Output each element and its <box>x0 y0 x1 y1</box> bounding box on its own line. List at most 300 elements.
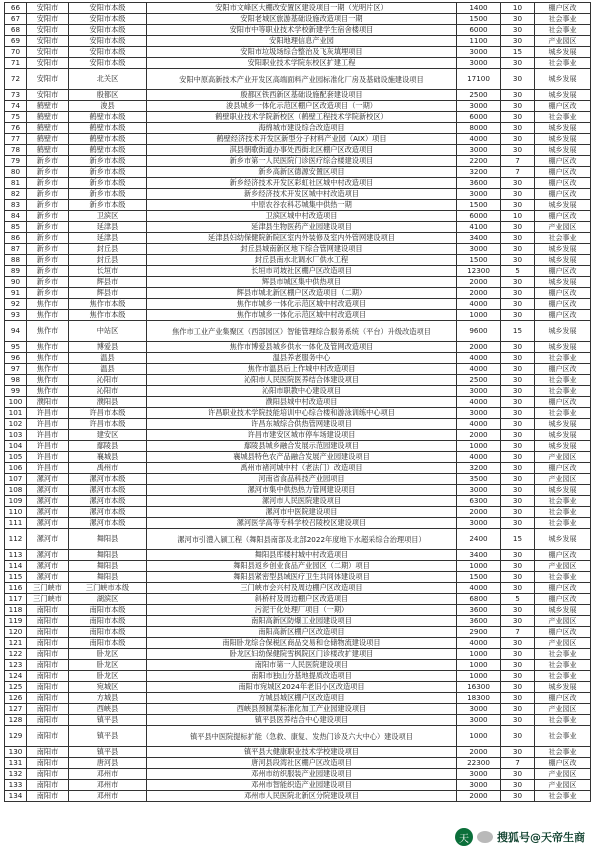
investment-cell: 2500 <box>457 90 501 101</box>
row-number: 71 <box>5 58 27 69</box>
county-cell: 新乡市本级 <box>69 156 147 167</box>
city-cell: 漯河市 <box>27 496 69 507</box>
term-cell: 30 <box>501 123 535 134</box>
term-cell: 30 <box>501 463 535 474</box>
term-cell: 30 <box>501 561 535 572</box>
term-cell: 30 <box>501 408 535 419</box>
term-cell: 30 <box>501 550 535 561</box>
term-cell: 30 <box>501 200 535 211</box>
row-number: 94 <box>5 321 27 342</box>
row-number: 93 <box>5 310 27 321</box>
category-cell: 城乡发展 <box>535 244 591 255</box>
category-cell: 社会事业 <box>535 233 591 244</box>
city-cell: 许昌市 <box>27 419 69 430</box>
project-name-cell: 鹤壁职业技术学院新校区（鹤壁工程技术学院新校区） <box>147 112 457 123</box>
investment-cell: 1000 <box>457 671 501 682</box>
county-cell: 新乡市本级 <box>69 178 147 189</box>
city-cell: 安阳市 <box>27 3 69 14</box>
project-name-cell: 沁阳市职教中心建设项目 <box>147 386 457 397</box>
city-cell: 许昌市 <box>27 441 69 452</box>
table-row <box>5 441 591 452</box>
row-number: 123 <box>5 660 27 671</box>
table-row <box>5 769 591 780</box>
county-cell: 西峡县 <box>69 704 147 715</box>
county-cell: 南阳市本级 <box>69 627 147 638</box>
table-row <box>5 233 591 244</box>
city-cell: 安阳市 <box>27 69 69 90</box>
county-cell: 新乡市本级 <box>69 200 147 211</box>
investment-cell: 1500 <box>457 255 501 266</box>
investment-cell: 3600 <box>457 616 501 627</box>
city-cell: 焦作市 <box>27 364 69 375</box>
city-cell: 三门峡市 <box>27 594 69 605</box>
project-name-cell: 安阳中原高新技术产业开发区高端面料产业园标准化厂房及基础设施建设项目 <box>147 69 457 90</box>
investment-cell: 3000 <box>457 408 501 419</box>
county-cell: 博爱县 <box>69 342 147 353</box>
term-cell: 30 <box>501 189 535 200</box>
watermark <box>451 825 589 849</box>
row-number: 121 <box>5 638 27 649</box>
investment-cell: 3000 <box>457 101 501 112</box>
table-row <box>5 3 591 14</box>
row-number: 128 <box>5 715 27 726</box>
row-number: 109 <box>5 496 27 507</box>
county-cell: 建安区 <box>69 430 147 441</box>
investment-cell: 2000 <box>457 507 501 518</box>
table-row <box>5 90 591 101</box>
row-number: 114 <box>5 561 27 572</box>
city-cell: 漯河市 <box>27 507 69 518</box>
county-cell: 殷都区 <box>69 90 147 101</box>
project-name-cell: 邓州市智能织造产业园建设项目 <box>147 780 457 791</box>
row-number: 85 <box>5 222 27 233</box>
investment-cell: 3600 <box>457 605 501 616</box>
category-cell: 社会事业 <box>535 112 591 123</box>
category-cell: 城乡发展 <box>535 69 591 90</box>
project-name-cell: 辉县市城区集中供热项目 <box>147 277 457 288</box>
term-cell: 30 <box>501 58 535 69</box>
city-cell: 漯河市 <box>27 518 69 529</box>
city-cell: 漯河市 <box>27 474 69 485</box>
investment-cell: 6000 <box>457 25 501 36</box>
city-cell: 南阳市 <box>27 682 69 693</box>
county-cell: 南阳市本级 <box>69 605 147 616</box>
table-row <box>5 386 591 397</box>
table-row <box>5 715 591 726</box>
row-number: 89 <box>5 266 27 277</box>
category-cell: 社会事业 <box>535 649 591 660</box>
category-cell: 城乡发展 <box>535 682 591 693</box>
project-name-cell: 漯河市人民医院建设项目 <box>147 496 457 507</box>
row-number: 82 <box>5 189 27 200</box>
row-number: 126 <box>5 693 27 704</box>
project-name-cell: 濮阳县城中村改造项目 <box>147 397 457 408</box>
category-cell: 产业园区 <box>535 780 591 791</box>
project-name-cell: 焦作市城乡一体化示范区城中村改造项目 <box>147 299 457 310</box>
row-number: 106 <box>5 463 27 474</box>
category-cell: 社会事业 <box>535 353 591 364</box>
city-cell: 鹤壁市 <box>27 145 69 156</box>
investment-cell: 3600 <box>457 178 501 189</box>
investment-cell: 6000 <box>457 112 501 123</box>
table-row <box>5 101 591 112</box>
project-name-cell: 淇县朝歌街道办事处西街北区棚户区改造项目 <box>147 145 457 156</box>
city-cell: 安阳市 <box>27 25 69 36</box>
table-row <box>5 638 591 649</box>
investment-cell: 3000 <box>457 769 501 780</box>
table-row <box>5 47 591 58</box>
term-cell: 30 <box>501 25 535 36</box>
term-cell: 30 <box>501 299 535 310</box>
row-number: 132 <box>5 769 27 780</box>
investment-cell: 4000 <box>457 299 501 310</box>
category-cell: 社会事业 <box>535 791 591 802</box>
investment-cell: 4000 <box>457 638 501 649</box>
investment-cell: 3000 <box>457 780 501 791</box>
county-cell: 方城县 <box>69 693 147 704</box>
term-cell: 15 <box>501 529 535 550</box>
table-row <box>5 134 591 145</box>
row-number: 113 <box>5 550 27 561</box>
category-cell: 产业园区 <box>535 222 591 233</box>
term-cell: 30 <box>501 671 535 682</box>
county-cell: 鹤壁市本级 <box>69 134 147 145</box>
category-cell: 棚户区改 <box>535 266 591 277</box>
category-cell: 产业园区 <box>535 769 591 780</box>
project-name-cell: 浚县城乡一体化示范区棚户区改造项目（一期） <box>147 101 457 112</box>
county-cell: 封丘县 <box>69 255 147 266</box>
row-number: 76 <box>5 123 27 134</box>
county-cell: 鹤壁市本级 <box>69 145 147 156</box>
county-cell: 许昌市本级 <box>69 408 147 419</box>
category-cell: 产业园区 <box>535 561 591 572</box>
investment-cell: 3000 <box>457 715 501 726</box>
county-cell: 镇平县 <box>69 726 147 747</box>
city-cell: 新乡市 <box>27 255 69 266</box>
category-cell: 棚户区改 <box>535 627 591 638</box>
county-cell: 长垣市 <box>69 266 147 277</box>
table-row <box>5 507 591 518</box>
row-number: 131 <box>5 758 27 769</box>
project-name-cell: 唐河县段湾社区棚户区改造项目 <box>147 758 457 769</box>
row-number: 80 <box>5 167 27 178</box>
term-cell: 30 <box>501 36 535 47</box>
city-cell: 许昌市 <box>27 463 69 474</box>
table-row <box>5 726 591 747</box>
term-cell: 30 <box>501 441 535 452</box>
investment-cell: 4000 <box>457 364 501 375</box>
city-cell: 安阳市 <box>27 47 69 58</box>
category-cell: 产业园区 <box>535 704 591 715</box>
row-number: 117 <box>5 594 27 605</box>
county-cell: 镇平县 <box>69 715 147 726</box>
table-row <box>5 572 591 583</box>
category-cell: 棚户区改 <box>535 101 591 112</box>
city-cell: 新乡市 <box>27 211 69 222</box>
category-cell: 棚户区改 <box>535 178 591 189</box>
table-row <box>5 189 591 200</box>
investment-cell: 3000 <box>457 386 501 397</box>
row-number: 91 <box>5 288 27 299</box>
project-name-cell: 新乡高新区德源安置区项目 <box>147 167 457 178</box>
category-cell: 产业园区 <box>535 452 591 463</box>
term-cell: 30 <box>501 375 535 386</box>
city-cell: 南阳市 <box>27 704 69 715</box>
project-name-cell: 南阳市第一人民医院建设项目 <box>147 660 457 671</box>
category-cell: 城乡发展 <box>535 342 591 353</box>
category-cell: 棚户区改 <box>535 583 591 594</box>
city-cell: 南阳市 <box>27 671 69 682</box>
table-row <box>5 277 591 288</box>
table-row <box>5 791 591 802</box>
term-cell: 5 <box>501 594 535 605</box>
project-name-cell: 河南省食品科技产业园项目 <box>147 474 457 485</box>
county-cell: 新乡市本级 <box>69 189 147 200</box>
term-cell: 30 <box>501 715 535 726</box>
city-cell: 漯河市 <box>27 550 69 561</box>
table-row <box>5 649 591 660</box>
term-cell: 30 <box>501 682 535 693</box>
investment-cell: 6000 <box>457 211 501 222</box>
term-cell: 7 <box>501 627 535 638</box>
term-cell: 30 <box>501 145 535 156</box>
table-row <box>5 310 591 321</box>
city-cell: 安阳市 <box>27 90 69 101</box>
project-name-cell: 中原农谷农科芯城集中供热一期 <box>147 200 457 211</box>
county-cell: 宛城区 <box>69 682 147 693</box>
category-cell: 棚户区改 <box>535 550 591 561</box>
county-cell: 沁阳市 <box>69 386 147 397</box>
investment-cell: 22300 <box>457 758 501 769</box>
investment-cell: 4000 <box>457 452 501 463</box>
county-cell: 舞阳县 <box>69 550 147 561</box>
project-name-cell: 南阳高新区棚户区改造项目 <box>147 627 457 638</box>
city-cell: 新乡市 <box>27 189 69 200</box>
investment-cell: 3000 <box>457 58 501 69</box>
row-number: 122 <box>5 649 27 660</box>
project-name-cell: 安阳市文峰区大棚改安置区建设项目一期（光明片区） <box>147 3 457 14</box>
category-cell: 社会事业 <box>535 58 591 69</box>
county-cell: 卧龙区 <box>69 671 147 682</box>
investment-cell: 9600 <box>457 321 501 342</box>
project-name-cell: 漯河市引澧入颍工程（舞阳县南部及北部2022年度地下水超采综合治理项目） <box>147 529 457 550</box>
table-row <box>5 178 591 189</box>
city-cell: 焦作市 <box>27 375 69 386</box>
category-cell: 社会事业 <box>535 386 591 397</box>
county-cell: 新乡市本级 <box>69 167 147 178</box>
county-cell: 镇平县 <box>69 747 147 758</box>
term-cell: 30 <box>501 518 535 529</box>
city-cell: 新乡市 <box>27 222 69 233</box>
investment-cell: 2500 <box>457 375 501 386</box>
project-name-cell: 封丘县城南新区地下综合管网建设项目 <box>147 244 457 255</box>
project-name-cell: 西峡县预制菜标准化加工产业园建设项目 <box>147 704 457 715</box>
project-name-cell: 延津县妇幼保健院新院区室内外装修及室内外管网建设项目 <box>147 233 457 244</box>
county-cell: 漯河市本级 <box>69 507 147 518</box>
project-name-cell: 鹤壁经济技术开发区新型分子材料产业园（AIX）项目 <box>147 134 457 145</box>
project-name-cell: 殷都区铁西新区基础设施配套建设项目 <box>147 90 457 101</box>
city-cell: 安阳市 <box>27 36 69 47</box>
row-number: 78 <box>5 145 27 156</box>
project-name-cell: 安阳地理信息产业园 <box>147 36 457 47</box>
term-cell: 30 <box>501 660 535 671</box>
table-row <box>5 167 591 178</box>
category-cell: 棚户区改 <box>535 288 591 299</box>
city-cell: 新乡市 <box>27 244 69 255</box>
table-row <box>5 342 591 353</box>
investment-cell: 4000 <box>457 419 501 430</box>
city-cell: 焦作市 <box>27 299 69 310</box>
category-cell: 城乡发展 <box>535 145 591 156</box>
row-number: 104 <box>5 441 27 452</box>
county-cell: 襄城县 <box>69 452 147 463</box>
term-cell: 10 <box>501 211 535 222</box>
project-name-cell: 三门峡市会兴村及周边棚户区改造项目 <box>147 583 457 594</box>
term-cell: 30 <box>501 386 535 397</box>
category-cell: 棚户区改 <box>535 594 591 605</box>
category-cell: 产业园区 <box>535 638 591 649</box>
project-name-cell: 新乡经济技术开发区城中村改造项目 <box>147 189 457 200</box>
table-row <box>5 36 591 47</box>
category-cell: 社会事业 <box>535 715 591 726</box>
project-name-cell: 镇平县大健康职业技术学校建设项目 <box>147 747 457 758</box>
investment-cell: 3500 <box>457 474 501 485</box>
term-cell: 30 <box>501 583 535 594</box>
investment-cell: 3000 <box>457 47 501 58</box>
term-cell: 30 <box>501 780 535 791</box>
table-row <box>5 758 591 769</box>
logo-icon: 天 <box>455 828 473 846</box>
category-cell: 社会事业 <box>535 25 591 36</box>
project-name-cell: 舞阳县返乡创业食品产业园区（二期）项目 <box>147 561 457 572</box>
city-cell: 新乡市 <box>27 288 69 299</box>
investment-cell: 12300 <box>457 266 501 277</box>
county-cell: 南阳市本级 <box>69 616 147 627</box>
investment-cell: 3000 <box>457 485 501 496</box>
city-cell: 南阳市 <box>27 747 69 758</box>
city-cell: 南阳市 <box>27 758 69 769</box>
investment-cell: 17100 <box>457 69 501 90</box>
row-number: 118 <box>5 605 27 616</box>
term-cell: 15 <box>501 47 535 58</box>
term-cell: 30 <box>501 14 535 25</box>
category-cell: 社会事业 <box>535 671 591 682</box>
investment-cell: 1500 <box>457 200 501 211</box>
category-cell: 社会事业 <box>535 14 591 25</box>
term-cell: 30 <box>501 342 535 353</box>
project-name-cell: 焦作市工业产业集聚区（西部园区）智能管理综合服务系统（平台）升级改造项目 <box>147 321 457 342</box>
county-cell: 安阳市本级 <box>69 58 147 69</box>
investment-cell: 3400 <box>457 550 501 561</box>
city-cell: 焦作市 <box>27 342 69 353</box>
county-cell: 漯河市本级 <box>69 474 147 485</box>
category-cell: 城乡发展 <box>535 200 591 211</box>
project-name-cell: 方城县城区棚户区改造项目 <box>147 693 457 704</box>
category-cell: 棚户区改 <box>535 397 591 408</box>
county-cell: 温县 <box>69 364 147 375</box>
row-number: 115 <box>5 572 27 583</box>
county-cell: 唐河县 <box>69 758 147 769</box>
county-cell: 安阳市本级 <box>69 25 147 36</box>
row-number: 95 <box>5 342 27 353</box>
row-number: 90 <box>5 277 27 288</box>
investment-cell: 3000 <box>457 244 501 255</box>
row-number: 125 <box>5 682 27 693</box>
row-number: 108 <box>5 485 27 496</box>
category-cell: 棚户区改 <box>535 310 591 321</box>
investment-cell: 3000 <box>457 145 501 156</box>
investment-cell: 4100 <box>457 222 501 233</box>
term-cell: 30 <box>501 496 535 507</box>
county-cell: 焦作市本级 <box>69 310 147 321</box>
project-name-cell: 安阳市中等职业技术学校新建学生宿舍楼项目 <box>147 25 457 36</box>
city-cell: 漯河市 <box>27 529 69 550</box>
table-row <box>5 529 591 550</box>
row-number: 112 <box>5 529 27 550</box>
category-cell: 城乡发展 <box>535 419 591 430</box>
category-cell: 城乡发展 <box>535 485 591 496</box>
row-number: 69 <box>5 36 27 47</box>
category-cell: 城乡发展 <box>535 430 591 441</box>
table-row <box>5 69 591 90</box>
city-cell: 鹤壁市 <box>27 112 69 123</box>
project-name-cell: 安阳市垃圾场综合整治及飞灰填埋项目 <box>147 47 457 58</box>
project-name-cell: 许昌东城综合供热管网建设项目 <box>147 419 457 430</box>
county-cell: 安阳市本级 <box>69 47 147 58</box>
term-cell: 30 <box>501 101 535 112</box>
row-number: 116 <box>5 583 27 594</box>
term-cell: 30 <box>501 277 535 288</box>
row-number: 92 <box>5 299 27 310</box>
project-name-cell: 污泥干化处理厂项目（一期） <box>147 605 457 616</box>
investment-cell: 1000 <box>457 310 501 321</box>
row-number: 72 <box>5 69 27 90</box>
county-cell: 许昌市本级 <box>69 419 147 430</box>
investment-cell: 1000 <box>457 441 501 452</box>
county-cell: 延津县 <box>69 233 147 244</box>
category-cell: 社会事业 <box>535 496 591 507</box>
project-name-cell: 安阳老城区旅游基础设施改造项目一期 <box>147 14 457 25</box>
row-number: 84 <box>5 211 27 222</box>
project-name-cell: 禹州市褚河城中村（老法门）改造项目 <box>147 463 457 474</box>
project-name-cell: 漯河市集中供热热力管网建设项目 <box>147 485 457 496</box>
term-cell: 30 <box>501 134 535 145</box>
county-cell: 辉县市 <box>69 277 147 288</box>
project-name-cell: 斜桥村及周边棚户区改造项目 <box>147 594 457 605</box>
county-cell: 卧龙区 <box>69 660 147 671</box>
project-name-cell: 镇平县医养结合中心建设项目 <box>147 715 457 726</box>
term-cell: 30 <box>501 791 535 802</box>
investment-cell: 1400 <box>457 3 501 14</box>
category-cell: 城乡发展 <box>535 321 591 342</box>
city-cell: 南阳市 <box>27 627 69 638</box>
city-cell: 鹤壁市 <box>27 101 69 112</box>
county-cell: 禹州市 <box>69 463 147 474</box>
category-cell: 城乡发展 <box>535 605 591 616</box>
row-number: 83 <box>5 200 27 211</box>
table-row <box>5 25 591 36</box>
investment-cell: 3400 <box>457 233 501 244</box>
city-cell: 新乡市 <box>27 200 69 211</box>
project-name-cell: 卧龙区妇幼保健院雪枫院区门诊楼改扩建项目 <box>147 649 457 660</box>
term-cell: 30 <box>501 255 535 266</box>
row-number: 66 <box>5 3 27 14</box>
project-name-cell: 南阳卧龙综合保税区商品交易和仓储物流建设项目 <box>147 638 457 649</box>
city-cell: 焦作市 <box>27 353 69 364</box>
row-number: 119 <box>5 616 27 627</box>
row-number: 133 <box>5 780 27 791</box>
county-cell: 安阳市本级 <box>69 3 147 14</box>
